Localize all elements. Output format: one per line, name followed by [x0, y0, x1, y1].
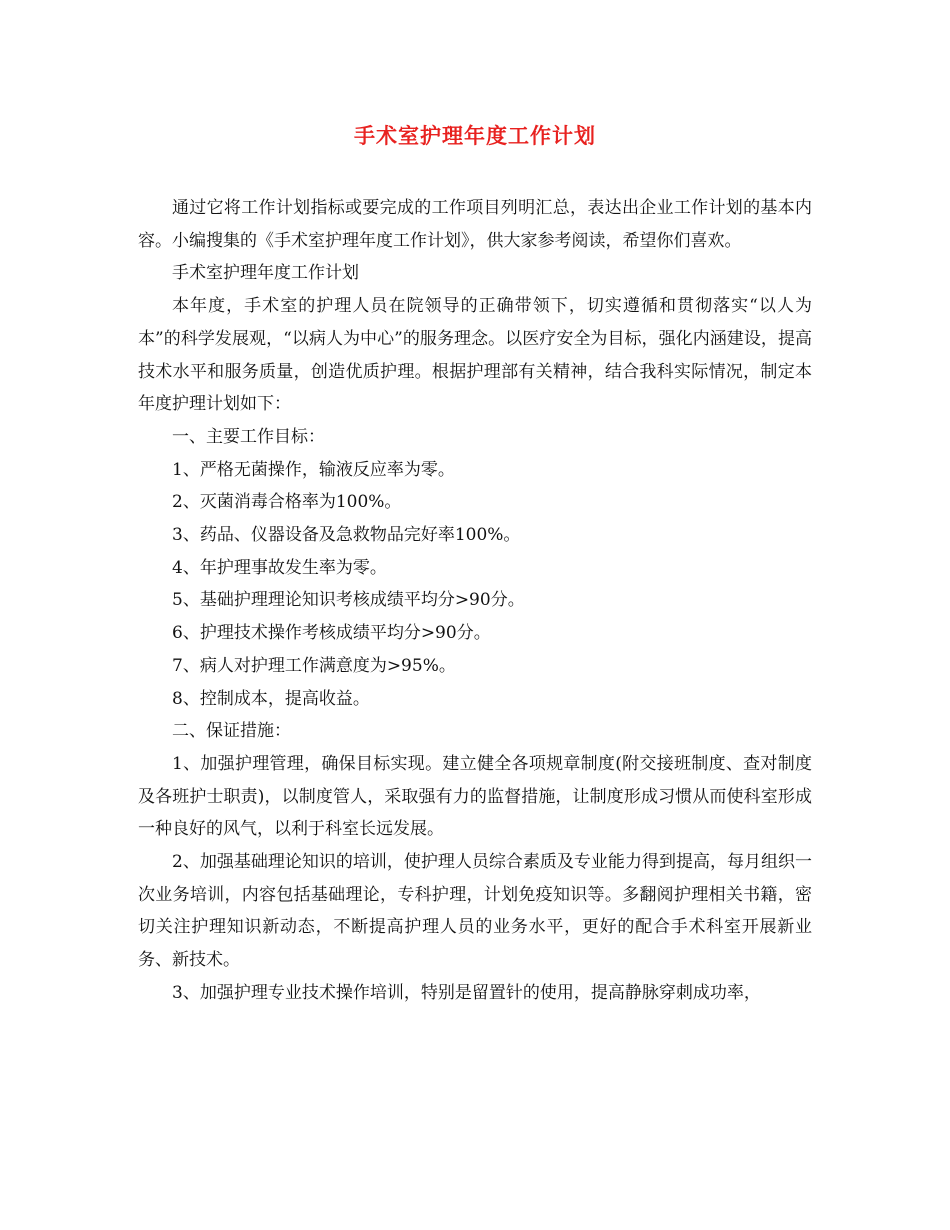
measure-item: 2、加强基础理论知识的培训，使护理人员综合素质及专业能力得到提高，每月组织一次业务培训，内容包括基础理论，专科护理，计划免疫知识等。多翻阅护理相关书籍，密切关注护理知识新动态，不断提高护理人员的业务水平，更好的配合手术科室开展新业务、新技术。: [138, 852, 812, 971]
measure-item: 1、加强护理管理，确保目标实现。建立健全各项规章制度(附交接班制度、查对制度及各班护士职责)，以制度管人，采取强有力的监督措施，让制度形成习惯从而使科室形成一种良好的风气，以利于科室长远发展。: [138, 753, 812, 840]
goal-item: 3、药品、仪器设备及急救物品完好率100%。: [172, 525, 521, 546]
section-heading-measures: 二、保证措施：: [172, 721, 291, 742]
section-heading-goals: 一、主要工作目标：: [172, 426, 325, 447]
goal-item: 4、年护理事故发生率为零。: [172, 557, 387, 578]
goal-item: 1、严格无菌操作，输液反应率为零。: [172, 459, 455, 480]
goal-item: 5、基础护理理论知识考核成绩平均分>90分。: [172, 590, 525, 611]
overview-paragraph: 本年度，手术室的护理人员在院领导的正确带领下，切实遵循和贯彻落实“以人为本”的科学发展观，“以病人为中心”的服务理念。以医疗安全为目标，强化内涵建设，提高技术水平和服务质量，创造优质护理。根据护理部有关精神，结合我科实际情况，制定本年度护理计划如下：: [138, 296, 812, 415]
goal-item: 7、病人对护理工作满意度为>95%。: [172, 655, 456, 676]
document-body: [138, 192, 812, 1010]
measure-item: 3、加强护理专业技术操作培训，特别是留置针的使用，提高静脉穿刺成功率，: [172, 982, 761, 1003]
subtitle-paragraph: 手术室护理年度工作计划: [172, 263, 359, 284]
intro-paragraph: 通过它将工作计划指标或要完成的工作项目列明汇总，表达出企业工作计划的基本内容。小编搜集的《手术室护理年度工作计划》，供大家参考阅读，希望你们喜欢。: [138, 198, 812, 251]
goal-item: 6、护理技术操作考核成绩平均分>90分。: [172, 623, 491, 644]
goal-item: 2、灭菌消毒合格率为100%。: [172, 492, 402, 513]
goal-item: 8、控制成本，提高收益。: [172, 688, 370, 709]
document-title: 手术室护理年度工作计划: [354, 123, 596, 148]
